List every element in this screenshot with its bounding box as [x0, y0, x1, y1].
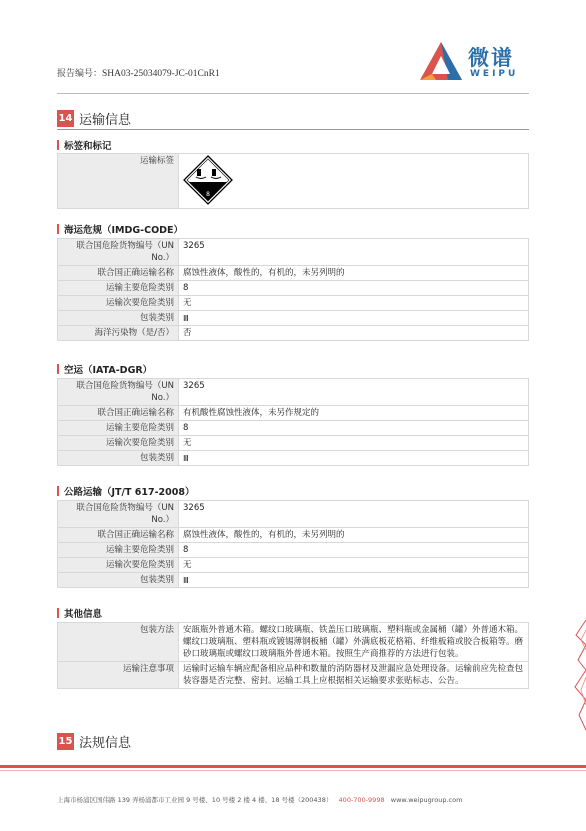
table-row — [58, 528, 529, 543]
footer — [57, 795, 462, 804]
table-value: 8 — [179, 421, 529, 436]
logo-text-en: WEIPU — [470, 69, 519, 79]
table-row — [58, 311, 529, 326]
subsection-heading: 其他信息 — [64, 609, 103, 620]
table-row — [58, 281, 529, 296]
table-row — [58, 379, 529, 406]
table-key: 联合国正确运输名称 — [58, 266, 179, 281]
subsection-heading: 海运危规（IMDG-CODE） — [64, 225, 184, 236]
table-row — [58, 558, 529, 573]
table-value: 运输时运输车辆应配备相应品种和数量的消防器材及泄漏应急处理设备。运输前应先检查包装容器是否完整、密封。运输工具上应根据相关运输要求张贴标志、公告。 — [179, 662, 529, 689]
table-value: 腐蚀性液体，酸性的，有机的，未另列明的 — [179, 266, 529, 281]
report-number-label: 报告编号： — [57, 69, 103, 79]
table-row — [58, 296, 529, 311]
subsection-heading: 空运（IATA-DGR） — [64, 365, 153, 376]
iata-table — [57, 378, 529, 466]
table-key: 联合国危险货物编号（UN No.） — [58, 379, 179, 406]
table-key: 运输主要危险类别 — [58, 421, 179, 436]
table-row — [58, 623, 529, 662]
imdg-table — [57, 238, 529, 341]
report-number-value: SHA03-25034079-JC-01CnR1 — [102, 69, 220, 79]
table-row — [58, 543, 529, 558]
table-key: 包装类别 — [58, 311, 179, 326]
table-row — [58, 406, 529, 421]
footer-accent-line — [0, 770, 586, 771]
table-key: 运输主要危险类别 — [58, 543, 179, 558]
table-row — [58, 436, 529, 451]
table-key: 联合国危险货物编号（UN No.） — [58, 501, 179, 528]
corrosive-pictogram — [183, 155, 257, 207]
table-key: 包装方法 — [58, 623, 179, 662]
decorative-side-art-icon — [572, 615, 586, 735]
table-value: 有机酸性腐蚀性液体，未另作规定的 — [179, 406, 529, 421]
subsection-iata — [57, 362, 529, 376]
subsection-labels — [57, 138, 529, 152]
logo-mark-icon — [418, 40, 464, 84]
subsection-marker — [57, 608, 59, 618]
table-row — [58, 662, 529, 689]
table-row — [58, 421, 529, 436]
corrosive-diamond-icon — [183, 155, 233, 205]
report-number — [57, 66, 220, 79]
other-table — [57, 622, 529, 689]
subsection-heading: 公路运输（JT/T 617-2008） — [64, 487, 195, 498]
table-value: 8 — [179, 281, 529, 296]
table-key: 运输次要危险类别 — [58, 558, 179, 573]
table-value: Ⅲ — [179, 451, 529, 466]
section-divider — [57, 129, 529, 130]
table-value: 8 — [179, 543, 529, 558]
table-row — [58, 239, 529, 266]
table-value: 无 — [179, 436, 529, 451]
table-key: 运输注意事项 — [58, 662, 179, 689]
table-value: 3265 — [179, 501, 529, 528]
subsection-heading: 标签和标记 — [64, 141, 112, 152]
section-15-title — [57, 732, 131, 750]
table-key: 联合国正确运输名称 — [58, 406, 179, 421]
table-value: 否 — [179, 326, 529, 341]
section-title-text: 运输信息 — [79, 112, 132, 128]
table-value: 3265 — [179, 379, 529, 406]
table-row — [58, 573, 529, 588]
section-14-title — [57, 109, 131, 127]
section-number-badge: 14 — [57, 110, 74, 127]
weipu-logo — [418, 40, 536, 84]
table-key: 联合国正确运输名称 — [58, 528, 179, 543]
table-value: 腐蚀性液体，酸性的，有机的，未另列明的 — [179, 528, 529, 543]
subsection-road — [57, 484, 529, 498]
table-row — [58, 326, 529, 341]
table-key: 海洋污染物（是/否） — [58, 326, 179, 341]
road-table — [57, 500, 529, 588]
diamond-class-number: 8 — [206, 191, 210, 198]
section-title-text: 法规信息 — [79, 735, 132, 751]
table-key: 包装类别 — [58, 451, 179, 466]
table-key: 运输标签 — [58, 154, 179, 209]
labels-table — [57, 153, 529, 209]
footer-website: www.weipugroup.com — [390, 796, 463, 804]
table-value: 3265 — [179, 239, 529, 266]
subsection-marker — [57, 224, 59, 234]
table-key: 运输主要危险类别 — [58, 281, 179, 296]
table-value: 无 — [179, 296, 529, 311]
table-key: 包装类别 — [58, 573, 179, 588]
header-divider — [57, 93, 529, 94]
table-value: 安瓿瓶外普通木箱。螺纹口玻璃瓶、铁盖压口玻璃瓶、塑料瓶或金属桶（罐）外普通木箱。螺纹口玻璃瓶、塑料瓶或镀锡薄钢板桶（罐）外满底板花格箱、纤维板箱或胶合板箱等。磨砂口玻璃瓶或螺纹口玻璃瓶外普通木箱。按照生产商推荐的方法进行包装。 — [179, 623, 529, 662]
logo-text-cn: 微谱 — [468, 46, 514, 70]
footer-phone: 400-700-9998 — [338, 796, 385, 804]
table-value: 无 — [179, 558, 529, 573]
table-key: 运输次要危险类别 — [58, 436, 179, 451]
table-value: Ⅲ — [179, 573, 529, 588]
table-row — [58, 451, 529, 466]
subsection-imdg — [57, 222, 529, 236]
subsection-marker — [57, 140, 59, 150]
table-key: 联合国危险货物编号（UN No.） — [58, 239, 179, 266]
footer-address: 上海市杨浦区国伟路 139 弄杨浦都市工业园 9 号楼、10 号楼 2 楼 4 楼、18 号楼（200438） — [57, 796, 333, 804]
table-row — [58, 154, 529, 209]
subsection-marker — [57, 486, 59, 496]
section-number-badge: 15 — [57, 733, 74, 750]
footer-accent-bar — [0, 765, 586, 768]
subsection-other — [57, 606, 529, 620]
table-key: 运输次要危险类别 — [58, 296, 179, 311]
table-value — [179, 154, 529, 209]
table-value: Ⅲ — [179, 311, 529, 326]
table-row — [58, 266, 529, 281]
subsection-marker — [57, 364, 59, 374]
table-row — [58, 501, 529, 528]
